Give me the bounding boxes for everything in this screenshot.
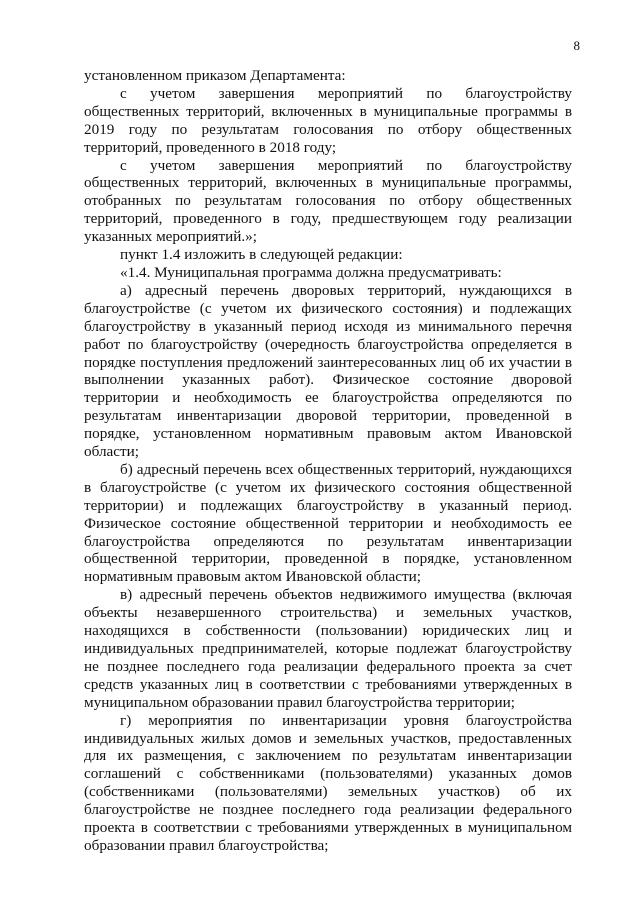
list-item-g: г) мероприятия по инвентаризации уровня благоустройства индивидуальных жилых домов и земельных участков, предоставленных для их размещения, с заключением по результатам инвентаризации соглашений с собственниками (пользователями) указанных домов (собственниками (пользователями) земельных участков) об их благоустройстве не позднее последнего года реализации федерального проекта в соответствии с требованиями утвержденных в муниципальном образовании правил благоустройства; [84,711,572,854]
paragraph: «1.4. Муниципальная программа должна предусматривать: [120,263,502,281]
paragraph: с учетом завершения мероприятий по благоустройству общественных территорий, включенных в муниципальные программы, отобранных по результатам голосования по отбору общественных территорий, проведенного в году, предшествующем году реализации указанных мероприятий.»; [84,156,572,246]
list-item-b: б) адресный перечень всех общественных территорий, нуждающихся в благоустройстве (с учетом их физического состояния общественной территории) и подлежащих благоустройству в указанный период. Физическое состояние общественной территории и необходимость ее благоустройства определяются по результатам инвентаризации общественной территории, проведенной в порядке, установленном нормативным правовым актом Ивановской области; [84,460,572,586]
paragraph: пункт 1.4 изложить в следующей редакции: [120,246,403,264]
list-item-v: в) адресный перечень объектов недвижимого имущества (включая объекты незавершенного строительства) и земельных участков, находящихся в собственности (пользовании) юридических лиц и индивидуальных предпринимателей, которые подлежат благоустройству не позднее последнего года реализации федерального проекта за счет средств указанных лиц в соответствии с требованиями утвержденных в муниципальном образовании правил благоустройства территории; [84,586,572,711]
document-body [84,67,572,855]
paragraph: с учетом завершения мероприятий по благоустройству общественных территорий, включенных в муниципальные программы в 2019 году по результатам голосования по отбору общественных территорий, проведенного в 2018 году; [84,84,572,156]
list-item-a: а) адресный перечень дворовых территорий, нуждающихся в благоустройстве (с учетом их физического состояния) и подлежащих благоустройству в указанный период исходя из минимального перечня работ по благоустройству (очередность благоустройства определяется в порядке поступления предложений заинтересованных лиц об их участии в выполнении указанных работ). Физическое состояние дворовой территории и необходимость ее благоустройства определяются по результатам инвентаризации дворовой территории, проведенной в порядке, установленном нормативным правовым актом Ивановской области; [84,281,572,461]
paragraph-continuation: установленном приказом Департамента: [84,67,346,84]
page-number: 8 [573,38,580,53]
